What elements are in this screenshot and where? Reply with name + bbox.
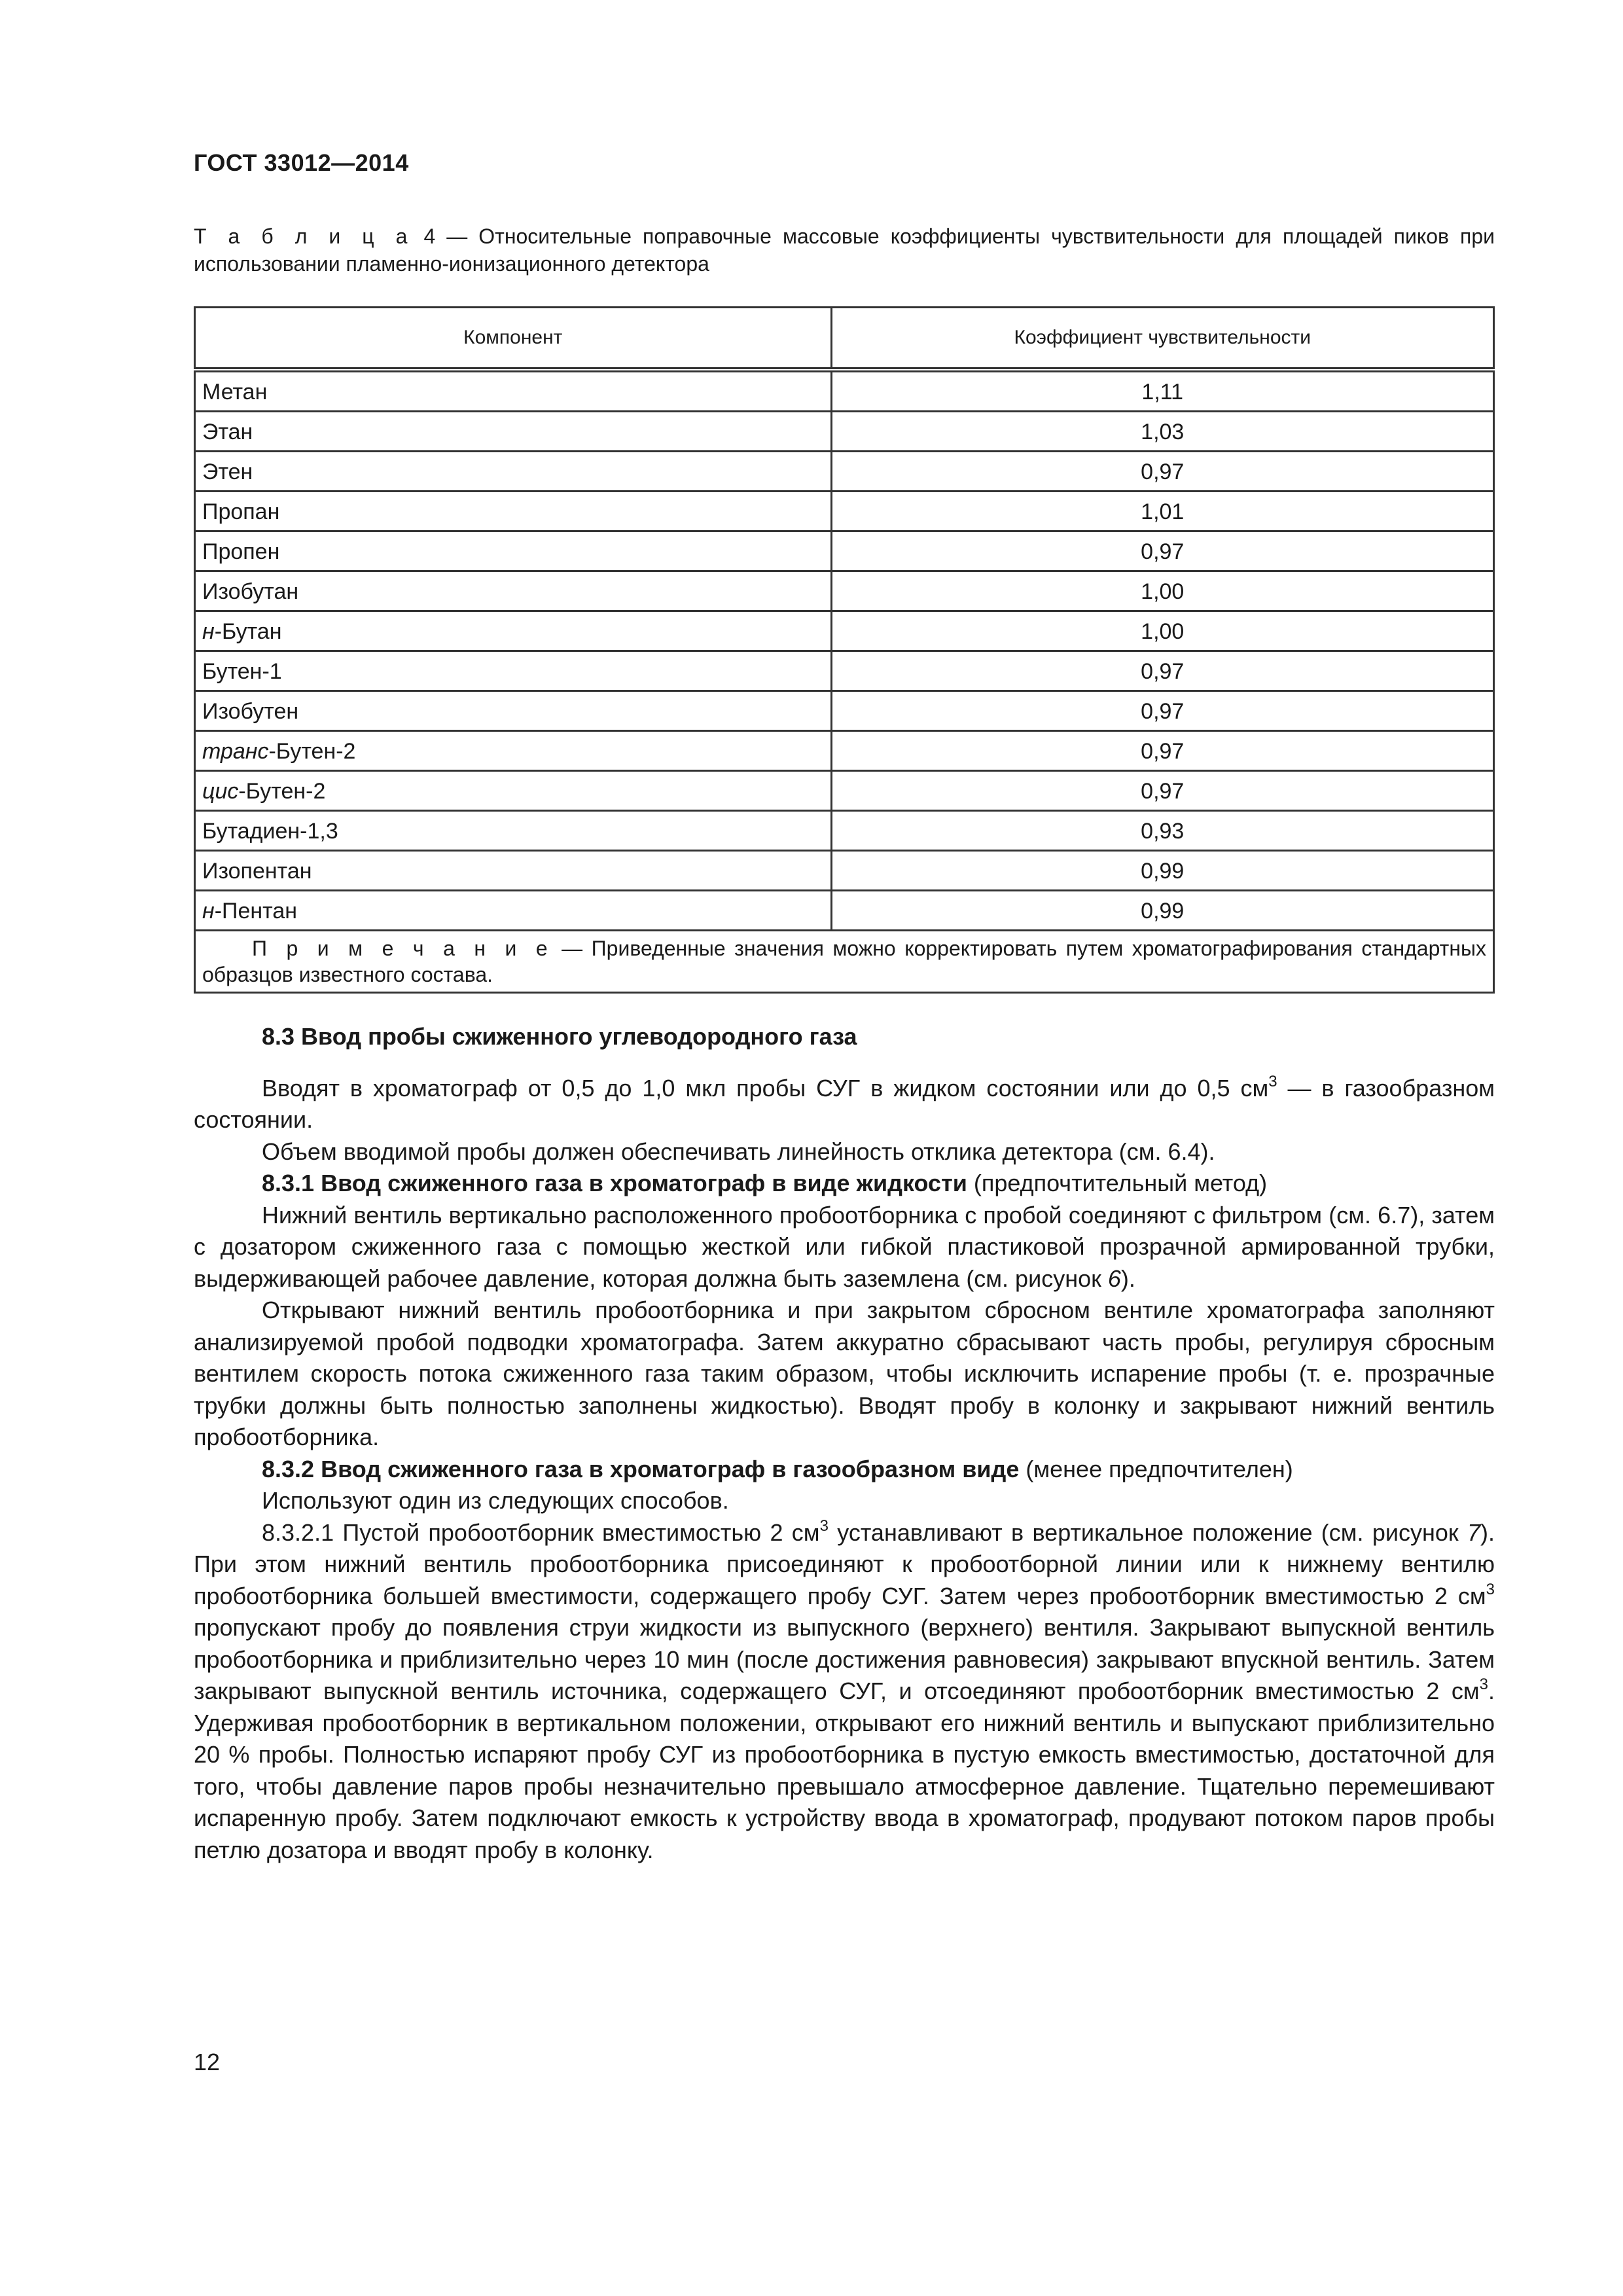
paragraph-text: устанавливают в вертикальное положение (см. рисунок — [828, 1518, 1467, 1546]
component-label: Бутен-1 — [202, 659, 282, 684]
coefficient-value: 1,00 — [831, 611, 1493, 651]
component-name — [195, 771, 832, 811]
component-name — [195, 811, 832, 851]
component-label: Изопентан — [202, 859, 312, 884]
table-row — [195, 452, 1494, 492]
component-name — [195, 370, 832, 412]
table-row — [195, 811, 1494, 851]
table-caption-text: 4 — Относительные поправочные массовые коэффициенты чувствительности для площадей пиков при использовании пламенно-ионизационного детектора — [194, 224, 1495, 276]
paragraph-text: — в газообразном состоянии. — [194, 1074, 1495, 1133]
table-row — [195, 571, 1494, 611]
page-number: 12 — [194, 2049, 221, 2075]
paragraph-liquid-injection: Открывают нижний вентиль пробоотборника и при закрытом сбросном вентиле хроматографа заполняют анализируемой пробой подводки хроматографа. Затем аккуратно сбрасывают часть пробы, регулируя сбросным вентилем скорость потока сжиженного газа таким образом, чтобы исключить испарение пробы (т. е. прозрачные трубки должны быть полностью заполнены жидкостью). Вводят пробу в колонку и закрывают нижний вентиль пробоотборника. — [194, 1297, 1495, 1450]
component-prefix: транс — [202, 739, 269, 764]
table-row — [195, 531, 1494, 571]
component-name — [195, 611, 832, 651]
paragraph-8-3-2-1 — [194, 1517, 1495, 1867]
body-text — [194, 1021, 1495, 1866]
component-label: -Пентан — [214, 899, 298, 924]
table-row — [195, 891, 1494, 931]
component-name — [195, 891, 832, 931]
coefficient-value: 0,97 — [831, 731, 1493, 771]
sensitivity-table — [194, 306, 1495, 994]
component-name — [195, 571, 832, 611]
figure-reference: 6 — [1107, 1265, 1121, 1292]
paragraph-methods-intro: Используют один из следующих способов. — [262, 1487, 729, 1514]
coefficient-value: 0,97 — [831, 531, 1493, 571]
paragraph-text: ). — [1120, 1265, 1135, 1292]
note-text: — Приведенные значения можно корректировать путем хроматографирования стандартных образцов известного состава. — [202, 937, 1487, 986]
table-row — [195, 731, 1494, 771]
coefficient-value: 0,93 — [831, 811, 1493, 851]
component-label: Пропан — [202, 499, 280, 524]
table-body — [195, 370, 1494, 931]
component-label: Метан — [202, 380, 268, 404]
component-label: -Бутан — [214, 619, 282, 644]
paragraph-injection-volume — [194, 1073, 1495, 1136]
component-label: Этан — [202, 420, 253, 444]
superscript: 3 — [819, 1516, 829, 1535]
standard-number: ГОСТ 33012—2014 — [194, 149, 409, 176]
component-prefix: н — [202, 899, 215, 924]
component-name — [195, 691, 832, 731]
section-8-3-2-qualifier: (менее предпочтителен) — [1019, 1455, 1293, 1482]
table-header-row — [195, 308, 1494, 370]
component-name — [195, 731, 832, 771]
column-header-coefficient: Коэффициент чувствительности — [831, 308, 1493, 370]
component-label: -Бутен-2 — [268, 739, 356, 764]
section-8-3-1-title: 8.3.1 Ввод сжиженного газа в хроматограф в виде жидкости — [262, 1170, 967, 1196]
superscript: 3 — [1479, 1676, 1488, 1693]
component-name — [195, 651, 832, 691]
component-name — [195, 452, 832, 492]
coefficient-value: 1,03 — [831, 412, 1493, 452]
table-caption-label: Т а б л и ц а — [194, 224, 413, 248]
component-prefix: цис — [202, 779, 239, 804]
coefficient-value: 1,11 — [831, 370, 1493, 412]
component-name — [195, 531, 832, 571]
paragraph-text: 8.3.2.1 Пустой пробоотборник вместимостью 2 см — [262, 1518, 820, 1546]
section-8-3-heading: 8.3 Ввод пробы сжиженного углеводородного газа — [262, 1023, 857, 1050]
paragraph-text: Нижний вентиль вертикально расположенного пробоотборника с пробой соединяют с фильтром (см. 6.7), затем с дозатором сжиженного газа с помощью жесткой или гибкой пластиковой прозрачной армированной трубки, выдерживающей рабочее давление, которая должна быть заземлена (см. рисунок — [194, 1201, 1495, 1292]
coefficient-value: 1,00 — [831, 571, 1493, 611]
table-row — [195, 691, 1494, 731]
note-label: П р и м е ч а н и е — [252, 937, 553, 960]
section-8-3-2-heading — [194, 1454, 1495, 1486]
figure-reference: 7 — [1467, 1518, 1480, 1546]
section-8-3-2-title: 8.3.2 Ввод сжиженного газа в хроматограф в газообразном виде — [262, 1455, 1020, 1482]
table-row — [195, 370, 1494, 412]
paragraph-text: ). При этом нижний вентиль пробоотборника присоединяют к пробоотборной линии или к нижнему вентилю пробоотборника большей вместимости, содержащего пробу СУГ. Затем через пробоотборник вместимостью 2 см — [194, 1518, 1495, 1609]
table-caption — [194, 223, 1495, 278]
table-row — [195, 771, 1494, 811]
section-8-3-1-heading — [194, 1168, 1495, 1200]
coefficient-value: 0,97 — [831, 771, 1493, 811]
coefficient-value: 0,97 — [831, 651, 1493, 691]
paragraph-text: Вводят в хроматограф от 0,5 до 1,0 мкл пробы СУГ в жидком состоянии или до 0,5 см — [262, 1074, 1269, 1102]
coefficient-value: 0,99 — [831, 891, 1493, 931]
component-label: -Бутен-2 — [238, 779, 326, 804]
paragraph-linearity: Объем вводимой пробы должен обеспечивать линейность отклика детектора (см. 6.4). — [262, 1138, 1215, 1165]
paragraph-text: . Удерживая пробоотборник в вертикальном положении, открывают его нижний вентиль и выпускают приблизительно 20 % пробы. Полностью испаряют пробу СУГ из пробоотборника в пустую емкость вместимостью, достаточной для того, чтобы давление паров пробы незначительно превышало атмосферное давление. Тщательно перемешивают испаренную пробу. Затем подключают емкость к устройству ввода в хроматограф, продувают потоком паров пробы петлю дозатора и вводят пробу в колонку. — [194, 1677, 1495, 1863]
component-label: Изобутен — [202, 699, 299, 724]
component-name — [195, 412, 832, 452]
table-row — [195, 651, 1494, 691]
component-label: Бутадиен-1,3 — [202, 819, 338, 844]
table-row — [195, 492, 1494, 531]
coefficient-value: 0,97 — [831, 691, 1493, 731]
paragraph-valve-connection — [194, 1200, 1495, 1295]
table-row — [195, 412, 1494, 452]
component-name — [195, 851, 832, 891]
paragraph-text: пропускают пробу до появления струи жидкости из выпускного (верхнего) вентиля. Закрывают выпускной вентиль пробоотборника и приблизительно через 10 мин (после достижения равновесия) закрывают впускной вентиль. Затем закрывают выпускной вентиль источника, содержащего СУГ, и отсоединяют пробоотборник вместимостью 2 см — [194, 1614, 1495, 1704]
superscript: 3 — [1486, 1580, 1495, 1598]
component-prefix: н — [202, 619, 215, 644]
superscript: 3 — [1268, 1072, 1277, 1090]
coefficient-value: 0,99 — [831, 851, 1493, 891]
table-note-row — [195, 931, 1494, 993]
table-note — [195, 931, 1494, 993]
component-label: Этен — [202, 459, 253, 484]
coefficient-value: 1,01 — [831, 492, 1493, 531]
component-label: Пропен — [202, 539, 280, 564]
component-name — [195, 492, 832, 531]
table-row — [195, 611, 1494, 651]
column-header-component: Компонент — [195, 308, 832, 370]
section-8-3-1-qualifier: (предпочтительный метод) — [967, 1170, 1268, 1196]
table-row — [195, 851, 1494, 891]
component-label: Изобутан — [202, 579, 299, 604]
coefficient-value: 0,97 — [831, 452, 1493, 492]
